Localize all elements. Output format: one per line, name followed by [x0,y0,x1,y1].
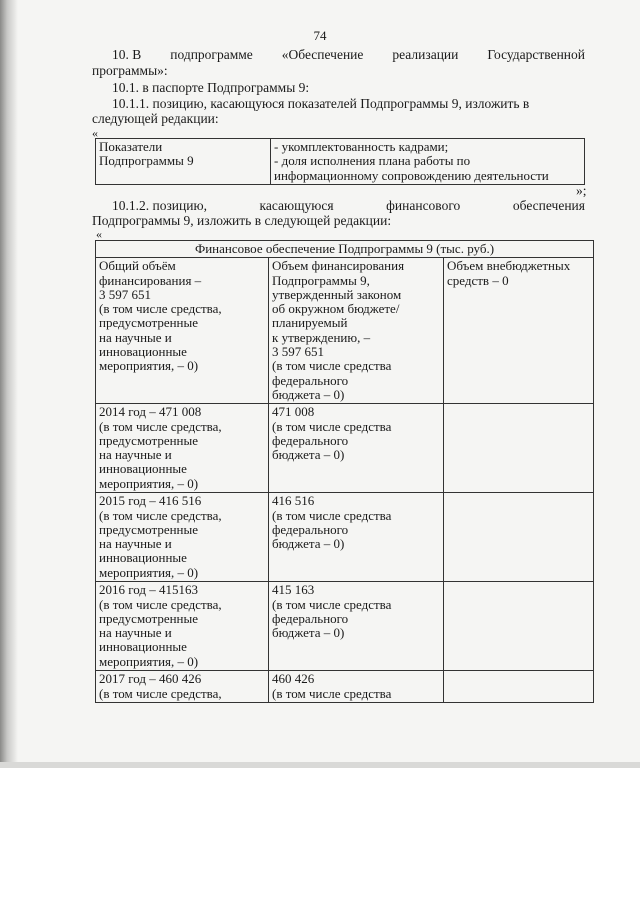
section-10-1-2-line2: Подпрограммы 9, изложить в следующей редакции: [92,213,392,228]
cell-line: утвержденный законом [272,286,402,302]
section-10-part: реализации [392,47,459,62]
cell-line: инновационные [99,461,187,477]
cell-line: 2016 год – 415163 [99,582,198,598]
cell-line: 460 426 [272,671,315,687]
cell-line: инновационные [99,344,187,360]
cell-line: 2017 год – 460 426 [99,671,202,687]
finance-cell-year [96,671,269,703]
finance-cell-year [96,582,269,671]
cell-line: мероприятия, – 0) [99,564,199,580]
cell-line: инновационные [99,639,187,655]
close-quote: »; [576,183,587,198]
cell-line: планируемый [272,315,348,331]
cell-line: мероприятия, – 0) [99,358,199,374]
indicators-value-cell [271,139,585,185]
cell-line: к утверждению, – [272,329,371,345]
cell-line: об окружном бюджете/ [272,301,400,317]
cell-line: Объем внебюджетных [447,258,571,274]
cell-line: 2014 год – 471 008 [99,404,202,420]
finance-cell-empty [444,404,594,493]
cell-line: инновационные [99,550,187,566]
finance-table [95,240,594,703]
section-10-part: Государственной [487,47,585,62]
cell-line: 471 008 [272,404,315,420]
cell-line: федерального [272,610,349,626]
cell-line: предусмотренные [99,315,199,331]
cell-line: предусмотренные [99,432,199,448]
page-number: 74 [313,28,327,43]
section-10-1-2-part: касающуюся [259,198,334,213]
finance-cell-year [96,493,269,582]
cell-line: (в том числе средства, [99,507,222,523]
cell-line: мероприятия, – 0) [99,653,199,669]
finance-cell-empty [444,671,594,703]
cell-line: (в том числе средства, [99,418,222,434]
cell-line: Объем финансирования [272,258,405,274]
section-10-line2: программы»: [92,63,168,78]
cell-line: 415 163 [272,582,315,598]
open-quote: « [92,126,98,140]
cell-line: бюджета – 0) [272,447,345,463]
cell-line: бюджета – 0) [272,536,345,552]
cell-line: федерального [272,372,349,388]
cell-line: предусмотренные [99,521,199,537]
section-10-1-1-line2: следующей редакции: [92,111,219,126]
cell-line: Подпрограммы 9, [272,272,370,288]
cell-line: (в том числе средства [272,685,392,701]
cell-line: (в том числе средства [272,358,392,374]
cell-line: (в том числе средства, [99,301,222,317]
indicators-table [95,138,585,185]
finance-cell-empty [444,493,594,582]
finance-cell-budget [269,258,444,404]
cell-line: (в том числе средства, [99,685,222,701]
section-10-1-2-part: 10.1.2. позицию, [112,198,207,213]
section-10-1-2-line1 [112,198,585,213]
cell-line: (в том числе средства, [99,596,222,612]
cell-line: 3 597 651 [99,286,151,302]
finance-cell-year-budget [269,671,444,703]
finance-cell-year-budget [269,404,444,493]
cell-line: предусмотренные [99,610,199,626]
indicator-item: информационному сопровождению деятельности [274,167,549,183]
finance-cell-total [96,258,269,404]
cell-line: мероприятия, – 0) [99,475,199,491]
cell-line: 2015 год – 416 516 [99,493,202,509]
cell-line: (в том числе средства [272,596,392,612]
cell-line: 416 516 [272,493,315,509]
cell-line: финансирования – [99,272,202,288]
cell-line: на научные и [99,536,172,552]
cell-line: (в том числе средства [272,507,392,523]
cell-line: средств – 0 [447,272,509,288]
section-10-1: 10.1. в паспорте Подпрограммы 9: [112,80,310,95]
cell-line: на научные и [99,447,172,463]
cell-line: федерального [272,432,349,448]
cell-line: Общий объём [99,258,176,274]
finance-cell-year [96,404,269,493]
indicator-item: - доля исполнения плана работы по [274,153,471,169]
indicators-label-cell [96,139,271,185]
cell-line: федерального [272,521,349,537]
cell-line: на научные и [99,625,172,641]
cell-line: (в том числе средства [272,418,392,434]
section-10-line1 [112,47,585,62]
cell-line: бюджета – 0) [272,386,345,402]
finance-cell-year-budget [269,493,444,582]
finance-cell-extrabudget [444,258,594,404]
open-quote: « [96,227,102,241]
section-10-1-2-part: финансового [386,198,461,213]
section-10-part: 10. В [112,47,142,62]
finance-cell-empty [444,582,594,671]
section-10-part: подпрограмме [170,47,253,62]
cell-line: 3 597 651 [272,344,324,360]
finance-cell-year-budget [269,582,444,671]
indicators-label: Подпрограммы 9 [99,153,194,169]
section-10-1-1-line1: 10.1.1. позицию, касающуюся показателей Подпрограммы 9, изложить в [112,96,530,111]
cell-line: на научные и [99,329,172,345]
section-10-part: «Обеспечение [281,47,364,62]
finance-table-header: Финансовое обеспечение Подпрограммы 9 (тыс. руб.) [96,241,594,258]
section-10-1-2-part: обеспечения [512,198,585,213]
indicator-item: - укомплектованность кадрами; [274,139,449,154]
cell-line: бюджета – 0) [272,625,345,641]
indicators-label: Показатели [99,139,163,154]
